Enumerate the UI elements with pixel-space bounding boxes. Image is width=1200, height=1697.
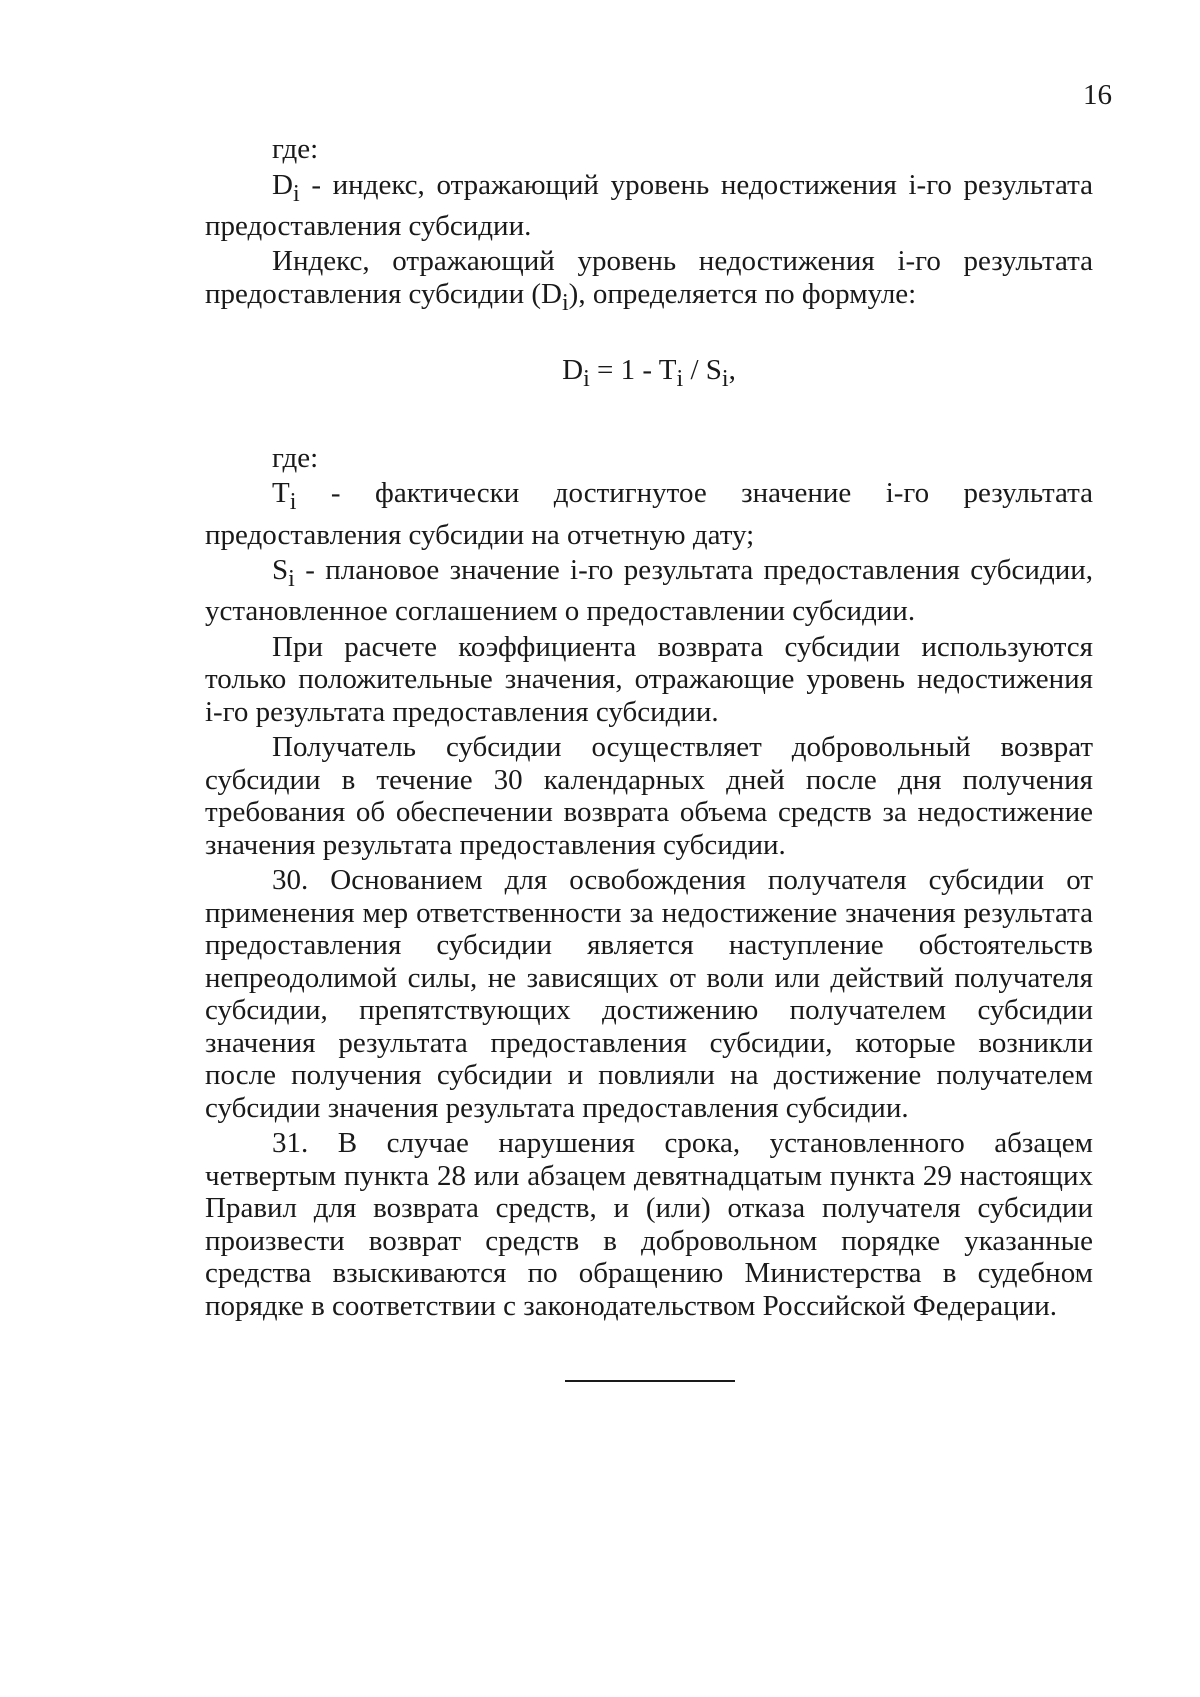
formula [205, 353, 1093, 396]
t-subscript: i [289, 488, 297, 516]
formula-sep: / S [683, 354, 722, 387]
formula-sub-3: i [721, 364, 729, 392]
index-intro-subscript: i [561, 288, 569, 316]
formula-sub-2: i [676, 364, 684, 392]
calc-paragraph: При расчете коэффициента возврата субсидии используются только положительные значения, отражающие уровень недостижения i-го результата предоставления субсидии. [205, 630, 1093, 728]
formula-sub-1: i [583, 364, 590, 392]
end-separator-line [565, 1380, 735, 1382]
clause-30: 30. Основанием для освобождения получателя субсидии от применения мер ответственности за недостижение значения результата предоставления субсидии является наступление обстоятельств непреодолимой силы, не зависящих от воли или действий получателя субсидии, препятствующих достижению получателем субсидии значения результата предоставления субсидии, которые возникли после получения субсидии и повлияли на достижение получателем субсидии значения результата предоставления субсидии. [205, 864, 1093, 1124]
t-definition [205, 477, 1093, 551]
d-definition-text: - индекс, отражающий уровень недостижения i-го результата предоставления субсидии. [205, 168, 1093, 242]
t-definition-text: - фактически достигнутое значение i-го результата предоставления субсидии на отчетную дату; [205, 477, 1093, 551]
t-symbol: T [272, 477, 290, 510]
s-subscript: i [288, 564, 295, 592]
index-intro [205, 245, 1093, 319]
s-symbol: S [272, 554, 289, 587]
d-symbol: D [272, 168, 293, 201]
where-label-1: где: [272, 133, 319, 165]
formula-mid: = 1 - T [589, 354, 677, 387]
refund-paragraph: Получатель субсидии осуществляет добровольный возврат субсидии в течение 30 календарных дней после дня получения требования об обеспечении возврата объема средств за недостижение значения результата предоставления субсидии. [205, 731, 1093, 861]
s-definition [205, 554, 1093, 628]
page-number: 16 [1083, 79, 1112, 111]
index-intro-text: Индекс, отражающий уровень недостижения i-го результата предоставления субсидии (D [205, 245, 1093, 310]
formula-end: , [728, 354, 736, 387]
clause-31: 31. В случае нарушения срока, установленного абзацем четвертым пункта 28 или абзацем девятнадцатым пункта 29 настоящих Правил для возврата средств, и (или) отказа получателя субсидии произвести возврат средств в добровольном порядке указанные средства взыскиваются по обращению Министерства в судебном порядке в соответствии с законодательством Российской Федерации. [205, 1127, 1093, 1322]
d-definition [205, 169, 1093, 243]
where-label-2: где: [272, 441, 319, 474]
s-definition-text: - плановое значение i-го результата предоставления субсидии, установленное соглашением о предоставлении субсидии. [205, 554, 1093, 628]
formula-d: D [562, 354, 584, 387]
d-subscript: i [292, 179, 300, 207]
document-body [205, 133, 1093, 1325]
index-intro-end: ), определяется по формуле: [568, 277, 917, 310]
